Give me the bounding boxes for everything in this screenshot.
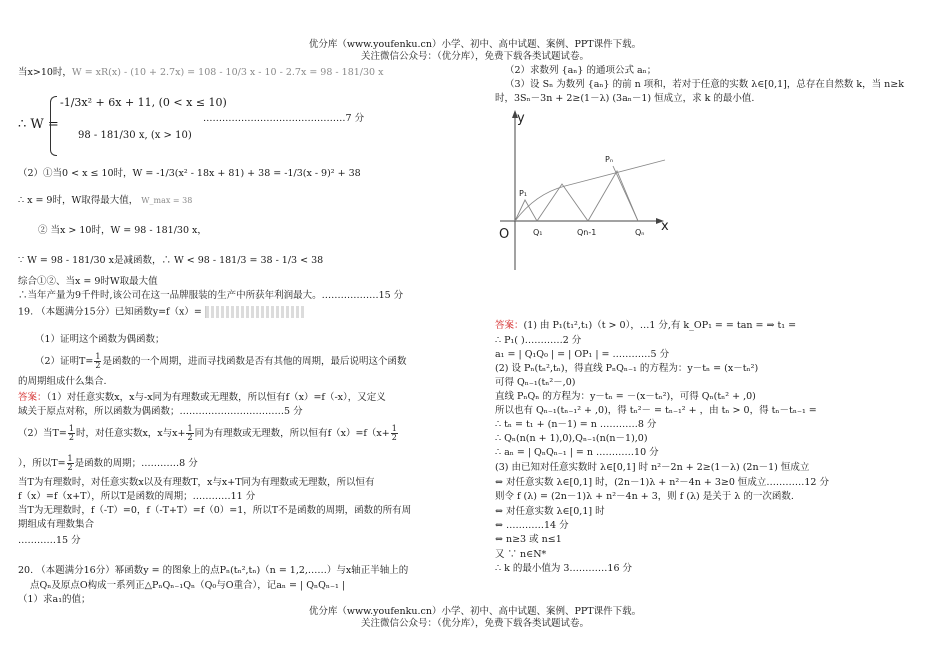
power-curve (515, 160, 665, 221)
question-19-title: 19. （本题满分15分）已知函数y=f（x）= (18, 306, 306, 318)
text-line: 时，3Sₙ－3n + 2≥(1－λ) (3aₙ－1) 恒成立，求 k 的最小值. (495, 93, 755, 104)
text-line: （2）①当0 < x ≤ 10时，W = -1/3(x² - 18x + 81) + 38 = -1/3(x - 9)² + 38 (18, 168, 361, 179)
text-line: (3) 由已知对任意实数时 λ∈[0,1] 时 n²－2n + 2≥(1－λ) (2n－1) 恒成立 (495, 462, 810, 473)
text-line: （2）求数列 {aₙ} 的通项公式 aₙ； (505, 65, 657, 76)
question-20: 20. （本题满分16分）幂函数y = 的图象上的点Pₙ(tₙ²,tₙ)（n = 1,2,……）与x轴正半轴上的 (18, 565, 409, 576)
footer-line-2: 关注微信公众号：（优分库），免费下载各类试题试卷。 (360, 618, 589, 629)
triangle-figure (495, 104, 685, 274)
text-line: ∴ aₙ = | QₙQₙ₋₁ | = n …………10 分 (495, 447, 659, 458)
text-line: 当T为无理数时，f（-T）=0，f（-T+T）=f（0）=1，所以T不是函数的周期，函数的所有周 (18, 505, 412, 516)
qn-label: Qₙ (635, 228, 645, 237)
text-line: a₁ = | Q₁Q₀ | = | OP₁ | = …………5 分 (495, 349, 670, 360)
text-line: 答案：（1）对任意实数x，x与-x同为有理数或无理数，所以恒有f（x）=f（-x），又定义 (18, 392, 386, 403)
header-line-2: 关注微信公众号：（优分库），免费下载各类试题试卷。 (360, 51, 589, 62)
score: ………………………………………7 分 (203, 113, 365, 124)
text-line: ∴当年产量为9千件时,该公司在这一品牌服装的生产中所获年利润最大。………………15 分 (18, 290, 404, 301)
text-line: 答案：(1) 由 P₁(t₁²,t₁)（t > 0），…1 分,有 k_OP₁ = = tan = ⇒ t₁ = (495, 320, 797, 331)
text-line: 直线 PₙQₙ 的方程为：y－tₙ = －(x－tₙ²)，可得 Qₙ(tₙ² + ,0) (495, 391, 756, 402)
triangle-side (613, 166, 638, 221)
answer-label: 答案： (18, 392, 47, 403)
text-line: 综合①②、当x = 9时W取最大值 (18, 276, 158, 287)
text-line: 的周期组成什么集合. (18, 376, 107, 387)
text-line: 期组成有理数集合 (18, 519, 95, 530)
text-line: （2）当T= $\frac{1}{2}$ 时，对任意实数x，x与x+ $\frac{1}{2}$ 同为有理数或无理数，所以恒有f（x）=f（x+ $\frac{1}{2}$ (18, 424, 397, 442)
piecewise-brace (50, 96, 57, 156)
text-line: ② 当x > 10时，W = 98 - 181/30 x， (38, 225, 207, 236)
origin-label: O (499, 227, 510, 242)
text-line: …………15 分 (18, 535, 81, 546)
footer-line-1: 优分库（www.youfenku.cn）小学、初中、高中试题、案例、PPT课件下载。 (308, 606, 642, 617)
text-line: ⇔ …………14 分 (495, 520, 569, 531)
text-line: ⇔ 对任意实数 λ∈[0,1] 时 (495, 506, 605, 517)
x-axis-label: x (661, 219, 669, 234)
pn-label: Pₙ (605, 155, 614, 164)
qn1-label: Qn-1 (577, 228, 597, 237)
text-line: （1）证明这个函数为偶函数； (35, 334, 165, 345)
w-label: ∴ W = (18, 117, 59, 132)
header-line-1: 优分库（www.youfenku.cn）小学、初中、高中试题、案例、PPT课件下载。 (308, 39, 642, 50)
text-line: （2）证明T= $\frac{1}{2}$ 是函数的一个周期，进而寻找函数是否有其他的周期，最后说明这个函数 (35, 352, 407, 370)
text-line: 则令 f (λ) = (2n－1)λ + n²－4n + 3，则 f (λ) 是关于 λ 的一次函数. (495, 491, 794, 502)
text-line: ∴ x = 9时，W取得最大值， W_max = 38 (18, 195, 193, 206)
text-line: 又 ∵ n∈N* (495, 549, 547, 560)
y-axis-label: y (517, 111, 525, 126)
text-line: ∴ k 的最小值为 3…………16 分 (495, 563, 633, 574)
piecewise-definition-image (205, 306, 306, 318)
text-line: ⇔ n≥3 或 n≤1 (495, 534, 562, 545)
piece-2: 98 - 181/30 x, (x > 10) (78, 130, 192, 141)
p1-label: P₁ (519, 189, 528, 198)
answer-label: 答案： (495, 320, 524, 331)
text-line: f（x）=f（x+T），所以T是函数的周期；…………11 分 (18, 491, 256, 502)
text-line: 当T为有理数时，对任意实数x以及有理数T，x与x+T同为有理数或无理数，所以恒有 (18, 477, 375, 488)
text-line: （1）求a₁的值； (18, 594, 91, 605)
text-line: ∴ Qₙ(n(n + 1),0),Qₙ₋₁(n(n－1),0) (495, 433, 648, 444)
fraction: $\frac{1}{2}$ (95, 352, 101, 370)
text-line: ∵ W = 98 - 181/30 x是减函数，∴ W < 98 - 181/3 = 38 - 1/3 < 38 (18, 255, 324, 266)
text-line: 可得 Qₙ₋₁(tₙ²－,0) (495, 377, 576, 388)
text-line: 点Qₙ及原点O构成一系列正△PₙQₙ₋₁Qₙ（Q₀与O重合），记aₙ = | QₙQₙ₋₁ | (30, 580, 346, 591)
text-line: （3）设 Sₙ 为数列 {aₙ} 的前 n 项和，若对于任意的实数 λ∈[0,1]，总存在自然数 k，当 n≥k (505, 79, 904, 90)
text-line: 当x>10时，W = xR(x) - (10 + 2.7x) = 108 - 10/3 x - 10 - 2.7x = 98 - 181/30 x (18, 67, 384, 78)
text-line: ∴ tₙ = t₁ + (n－1) = n …………8 分 (495, 419, 657, 430)
q1-label: Q₁ (533, 228, 543, 237)
triangle-chain (515, 171, 638, 221)
text-line: 域关于原点对称，所以函数为偶函数；……………………………5 分 (18, 406, 303, 417)
text-line: ），所以T= $\frac{1}{2}$ 是函数的周期；…………8 分 (18, 454, 198, 472)
piece-1: -1/3x² + 6x + 11, (0 < x ≤ 10) (60, 96, 227, 109)
text-line: (2) 设 Pₙ(tₙ²,tₙ)，得直线 PₙQₙ₋₁ 的方程为：y－tₙ = (x－tₙ²) (495, 363, 759, 374)
text-line: ∴ P₁( )…………2 分 (495, 335, 582, 346)
text-line: 所以也有 Qₙ₋₁(tₙ₋₁² + ,0)，得 tₙ²－ = tₙ₋₁² + ，由 tₙ > 0，得 tₙ－tₙ₋₁ = (495, 405, 817, 416)
text-line: ⇔ 对任意实数 λ∈[0,1] 时，(2n－1)λ + n²－4n + 3≥0 恒成立…………12 分 (495, 477, 829, 488)
